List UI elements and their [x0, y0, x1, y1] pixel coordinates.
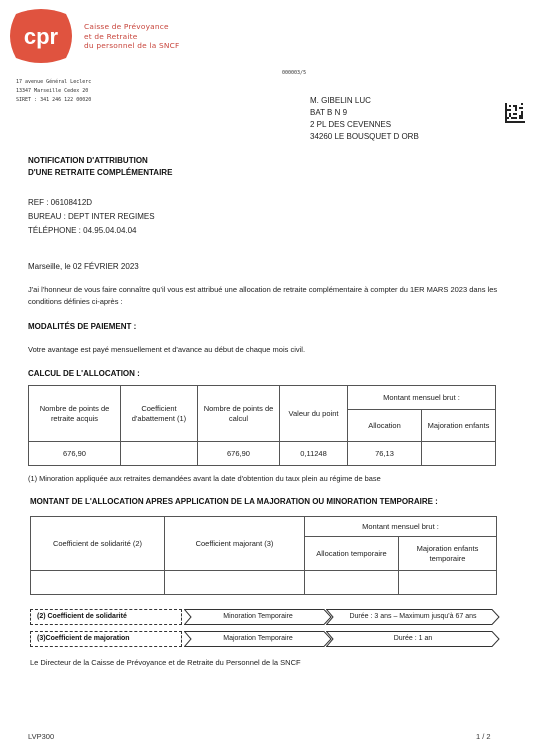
recipient-line: 34260 LE BOUSQUET D ORB: [310, 132, 419, 141]
header-coef-abattement: Coefficient d'abattement (1): [121, 386, 198, 442]
header-montant-brut-temp: Montant mensuel brut :: [305, 517, 497, 537]
org-line: du personnel de la SNCF: [84, 41, 180, 50]
recipient-line: BAT B N 9: [310, 108, 348, 117]
cell-majoration-temp: [399, 571, 497, 595]
header-majoration: Majoration enfants: [422, 410, 496, 442]
document-title: [28, 155, 172, 179]
minoration-note: (1) Minoration appliquée aux retraites demandées avant la date d'obtention du taux plein au régime de base: [28, 474, 381, 483]
legend-type-text: Minoration Temporaire: [223, 613, 293, 620]
cell-allocation-temp: [305, 571, 399, 595]
cell-allocation: 76,13: [348, 442, 422, 466]
svg-text:cpr: cpr: [23, 24, 59, 49]
org-line: et de Retraite: [84, 31, 138, 41]
table-row: [31, 571, 497, 595]
document-number: 000003/5: [282, 70, 307, 76]
header-valeur-point: Valeur du point: [280, 386, 348, 442]
title-line: D'UNE RETRAITE COMPLÉMENTAIRE: [28, 168, 173, 177]
cell-valeur-point: 0,11248: [280, 442, 348, 466]
header-points-calcul: Nombre de points de calcul: [198, 386, 280, 442]
header-coef-solidarite: Coefficient de solidarité (2): [31, 517, 165, 571]
header-coef-majorant: Coefficient majorant (3): [165, 517, 305, 571]
cell-points-calcul: 676,90: [198, 442, 280, 466]
calcul-heading: CALCUL DE L'ALLOCATION :: [28, 369, 140, 378]
legend-duration-text: Durée : 3 ans – Maximum jusqu'à 67 ans: [349, 613, 477, 620]
address-line: 13347 Marseille Cedex 20: [16, 88, 89, 94]
cell-points-acquis: 676,90: [29, 442, 121, 466]
header-allocation-temp: Allocation temporaire: [305, 537, 399, 571]
title-line: NOTIFICATION D'ATTRIBUTION: [28, 156, 148, 165]
datamatrix-code-icon: [505, 103, 525, 123]
cell-coef-majorant: [165, 571, 305, 595]
page-number: 1 / 2: [476, 732, 491, 741]
cell-majoration: [422, 442, 496, 466]
legend-type-text: Majoration Temporaire: [223, 635, 293, 642]
recipient-address: [310, 95, 419, 143]
montant-heading: MONTANT DE L'ALLOCATION APRES APPLICATION DE LA MAJORATION OU MINORATION TEMPORAIRE :: [30, 497, 438, 506]
recipient-line: 2 PL DES CEVENNES: [310, 120, 392, 129]
address-line: 17 avenue Général Leclerc: [16, 79, 92, 85]
organization-name: [84, 22, 179, 51]
intro-paragraph: J'ai l'honneur de vous faire connaître qu'il vous est attribué une allocation de retraite complémentaire à compter du 1ER MARS 2023 dans les conditions définies ci-après :: [28, 285, 498, 306]
letter-date: Marseille, le 02 FÉVRIER 2023: [28, 262, 139, 271]
legend-duration-text: Durée : 1 an: [393, 635, 433, 642]
legend-row-majoration: [30, 631, 500, 647]
header-montant-brut: Montant mensuel brut :: [348, 386, 496, 410]
legend-label: (2) Coefficient de solidarité: [30, 609, 182, 625]
table-row: [29, 442, 496, 466]
header-majoration-temp: Majoration enfants temporaire: [399, 537, 497, 571]
address-line: SIRET : 341 246 122 00020: [16, 97, 92, 103]
legend-type: [184, 609, 332, 625]
director-signature-line: Le Directeur de la Caisse de Prévoyance et de Retraite du Personnel de la SNCF: [30, 658, 301, 667]
legend-label: (3)Coefficient de majoration: [30, 631, 182, 647]
legend-row-solidarite: [30, 609, 500, 625]
recipient-line: M. GIBELIN LUC: [310, 96, 371, 105]
calcul-table: [28, 385, 496, 466]
reference-number: REF : 06108412D: [28, 198, 93, 207]
legend-duration: [326, 609, 500, 625]
footer-code: LVP300: [28, 732, 55, 741]
payment-heading: MODALITÉS DE PAIEMENT :: [28, 322, 137, 331]
bureau: BUREAU : DEPT INTER REGIMES: [28, 212, 155, 221]
cpr-logo: [6, 6, 76, 66]
header-points-acquis: Nombre de points de retraite acquis: [29, 386, 121, 442]
org-line: Caisse de Prévoyance: [84, 22, 169, 31]
telephone: TÉLÉPHONE : 04.95.04.04.04: [28, 226, 137, 235]
reference-block: [28, 196, 155, 238]
cell-coef-solidarite: [31, 571, 165, 595]
legend-duration: [326, 631, 500, 647]
organization-address: [16, 78, 91, 105]
legend-type: [184, 631, 332, 647]
montant-table: [30, 516, 497, 595]
payment-text: Votre avantage est payé mensuellement et d'avance au début de chaque mois civil.: [28, 345, 306, 354]
header-allocation: Allocation: [348, 410, 422, 442]
cell-coef-abattement: [121, 442, 198, 466]
